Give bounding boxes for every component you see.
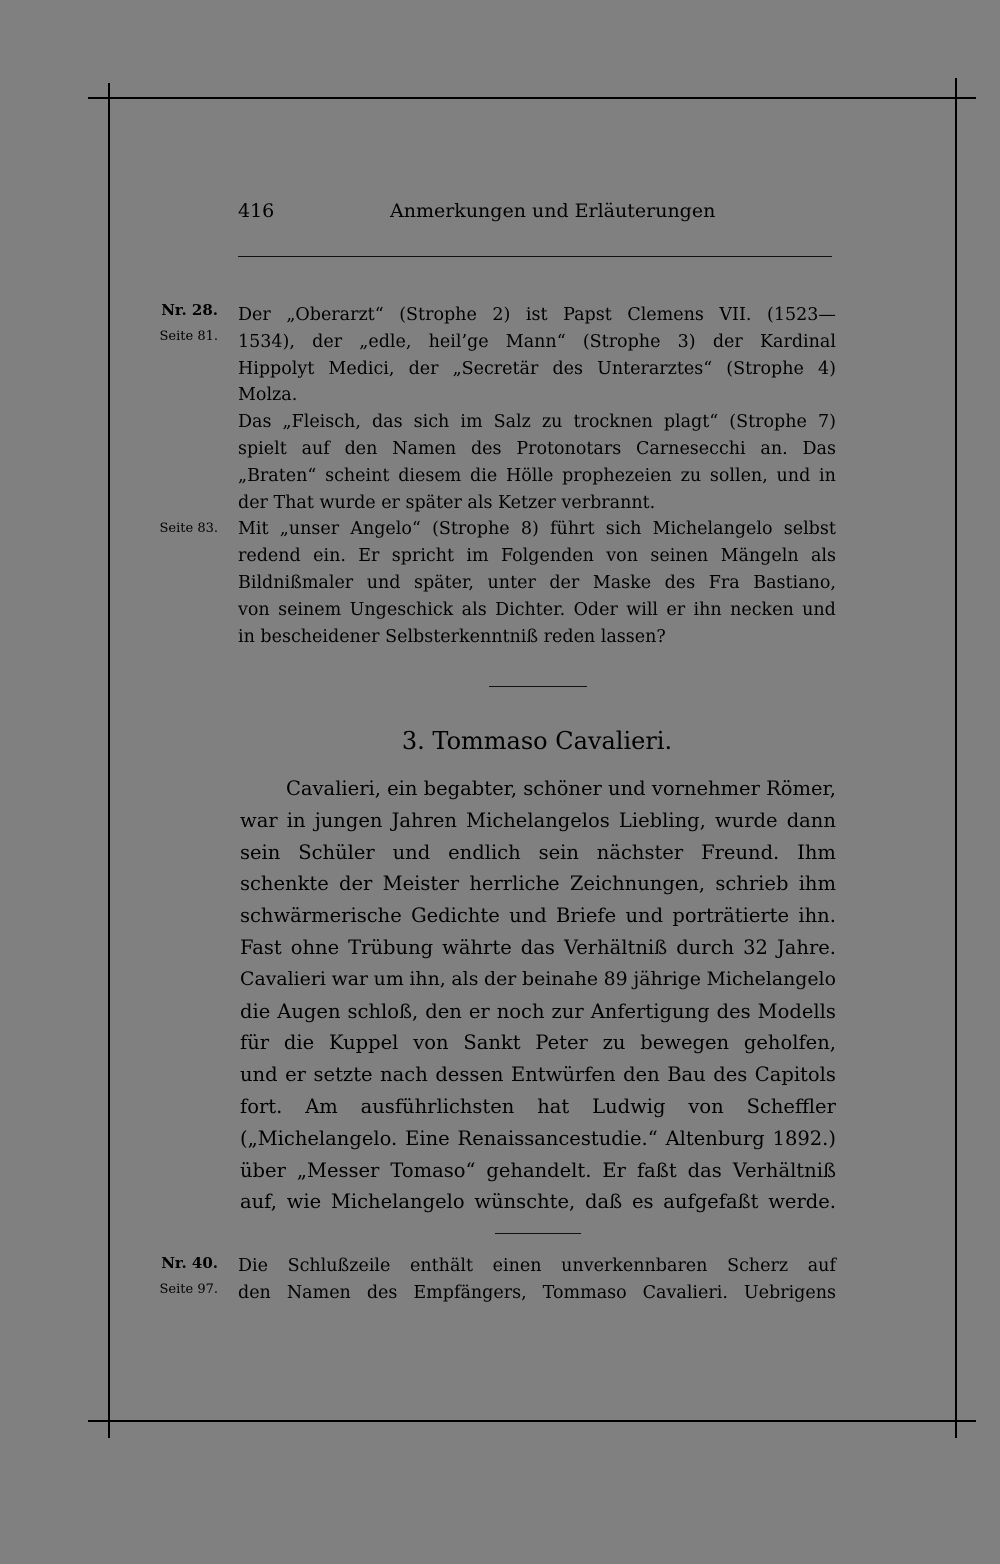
word: für [240, 1031, 270, 1055]
word: (Strophe [399, 305, 477, 325]
word: er [285, 1063, 307, 1087]
word: wie [286, 1190, 322, 1214]
word: Fast [240, 935, 282, 959]
word: Bastiano, [753, 572, 836, 593]
word: Kuppel [328, 1031, 399, 1055]
text-line [238, 597, 836, 624]
section-divider [489, 686, 587, 687]
word: 1892.) [772, 1126, 836, 1150]
word: Meister [382, 872, 460, 896]
word: und [509, 904, 547, 928]
word: bewegen [640, 1031, 730, 1055]
word: VII. [719, 305, 752, 325]
word: der [712, 331, 743, 352]
word: hat [537, 1094, 570, 1118]
word: redend [238, 546, 301, 567]
word: Uebrigens [743, 1282, 836, 1303]
paragraph-line [240, 1091, 836, 1123]
word: das [687, 1158, 722, 1182]
word: und [366, 572, 401, 593]
word: Am [305, 1094, 338, 1118]
word: schloß, [347, 999, 419, 1023]
note-40-number: Nr. 40. [161, 1254, 218, 1272]
word: schrieb [715, 872, 789, 896]
word: sollen, [709, 465, 768, 486]
word: sich [605, 519, 642, 540]
word: schwärmerische [240, 904, 402, 928]
word: er [468, 999, 490, 1023]
page-header [238, 200, 834, 230]
word: scheint [325, 465, 390, 486]
word: noch [496, 999, 545, 1023]
word: schöner [523, 777, 602, 800]
word: Michelangelo [330, 1190, 465, 1214]
word: die [283, 1031, 315, 1055]
paragraph-line [240, 1027, 836, 1059]
text-line: der That wurde er später als Ketzer verbrannt. [238, 492, 656, 513]
word: und [240, 1063, 278, 1087]
text-line [238, 516, 836, 543]
word: sein [538, 840, 579, 864]
text-line: in bescheidener Selbsterkenntniß reden lassen? [238, 626, 666, 647]
paragraph-line [240, 1123, 836, 1155]
word: als [810, 546, 836, 567]
word: Papst [563, 305, 612, 325]
word: sein [240, 840, 281, 864]
word: Capitols [754, 1063, 836, 1087]
paragraph-line [240, 932, 836, 964]
text-line [238, 409, 836, 436]
word: der [339, 872, 373, 896]
word: Namen [392, 438, 457, 459]
word: zu [680, 465, 702, 486]
word: als [451, 967, 479, 990]
word: „Oberarzt“ [286, 305, 384, 325]
word: zu [541, 412, 563, 433]
word: Ludwig [592, 1094, 666, 1118]
word: aufgefaßt [663, 1190, 759, 1214]
word: gehandelt. [486, 1158, 592, 1182]
word: Die [238, 1256, 268, 1276]
word: ihn, [409, 967, 446, 990]
word: Angelo“ [350, 519, 421, 540]
word: Römer, [766, 777, 836, 800]
word: spricht [391, 546, 455, 567]
word: Fra [708, 572, 740, 593]
word: Medici, [328, 358, 395, 379]
word: 2) [492, 305, 511, 325]
word: ausführlichsten [360, 1094, 515, 1118]
paragraph-line [240, 1186, 836, 1218]
word: auf [807, 1256, 836, 1276]
word: des [552, 358, 583, 379]
word: seinen [650, 546, 709, 567]
word: als [461, 599, 487, 620]
text-line [238, 463, 836, 490]
word: „edle, [359, 331, 412, 352]
text-line [238, 302, 836, 329]
text-line [238, 329, 836, 356]
word: der [312, 331, 343, 352]
word: beinahe [521, 967, 599, 990]
word: porträtierte [672, 904, 790, 928]
text-line [238, 543, 836, 570]
word: 89 [603, 967, 628, 990]
word: Tomaso“ [390, 1158, 476, 1182]
word: des [366, 1282, 398, 1303]
word: ist [525, 305, 548, 325]
word: wurde [714, 808, 778, 832]
word: 7) [817, 412, 836, 433]
word: daß [585, 1190, 623, 1214]
word: 4) [817, 358, 836, 379]
word: dessen [435, 1063, 504, 1087]
word: vornehmer [651, 777, 760, 800]
word: unverkennbaren [561, 1256, 708, 1276]
word: ihm [798, 872, 836, 896]
word: Scheffler [746, 1094, 836, 1118]
note-28-text [238, 302, 836, 650]
word: in [819, 465, 836, 486]
word: Protonotars [516, 438, 622, 459]
word: Das [238, 412, 272, 433]
word: Jahren [391, 808, 457, 832]
word: Eine [405, 1126, 450, 1150]
word: Augen [277, 999, 341, 1023]
word: sich [413, 412, 450, 433]
word: Er [358, 546, 380, 567]
word: einen [492, 1256, 542, 1276]
text-line [238, 1253, 836, 1280]
word: von [688, 1094, 724, 1118]
word: des [716, 999, 751, 1023]
crop-line-top [88, 97, 976, 99]
word: spielt [238, 438, 287, 459]
word: Cavalieri, [286, 777, 381, 800]
word: Hölle [505, 465, 554, 486]
word: Gedichte [411, 904, 500, 928]
word: trocknen [573, 412, 653, 433]
word: necken [730, 599, 794, 620]
word: Kardinal [759, 331, 836, 352]
word: Ungeschick [349, 599, 454, 620]
word: Zeichnungen, [569, 872, 706, 896]
word: zu [602, 1031, 626, 1055]
word: ihn [693, 599, 722, 620]
word: Er [602, 1158, 626, 1182]
word: den [425, 999, 462, 1023]
paragraph-line [240, 996, 836, 1028]
word: es [631, 1190, 654, 1214]
word: will [626, 599, 659, 620]
word: der [408, 358, 439, 379]
word: Schlußzeile [287, 1256, 391, 1276]
word: und [608, 777, 646, 800]
word: Salz [493, 412, 531, 433]
word: Hippolyt [238, 358, 315, 379]
word: (Strophe [582, 331, 661, 352]
word: Jahre. [776, 935, 836, 959]
section-body [240, 773, 836, 1218]
word: enthält [410, 1256, 474, 1276]
word: Scherz [727, 1256, 789, 1276]
word: Empfängers, [413, 1282, 527, 1303]
word: auf [301, 438, 330, 459]
word: Peter [535, 1031, 588, 1055]
word: (Strophe [432, 519, 510, 540]
word: Namen [286, 1282, 351, 1303]
word: Cavalieri. [642, 1282, 728, 1303]
word: den [344, 438, 378, 459]
word: und [802, 599, 836, 620]
word: Sankt [463, 1031, 521, 1055]
word: die [240, 999, 271, 1023]
word: wünschte, [474, 1190, 576, 1214]
word: schenkte [240, 872, 329, 896]
text-line: Molza. [238, 385, 298, 406]
word: in [286, 808, 306, 832]
page-number: 416 [238, 200, 275, 222]
word: fort. [240, 1094, 283, 1118]
running-title: Anmerkungen und Erläuterungen [390, 200, 716, 222]
word: Tommaso [542, 1282, 627, 1303]
word: Anfertigung [590, 999, 710, 1023]
word: Dichter. [495, 599, 566, 620]
word: Verhältniß [563, 935, 668, 959]
word: auf, [240, 1190, 277, 1214]
word: 32 [743, 935, 768, 959]
text-line [238, 1280, 836, 1307]
word: den [238, 1282, 271, 1303]
word: Michelangelo [652, 519, 773, 540]
word: Schüler [298, 840, 375, 864]
word: ihn. [798, 904, 836, 928]
word: Oder [573, 599, 618, 620]
word: war [331, 967, 369, 990]
word: an. [760, 438, 788, 459]
word: Der [238, 305, 271, 325]
word: und [392, 840, 431, 864]
note-28-page-ref-2: Seite 83. [159, 521, 218, 536]
word: des [664, 572, 696, 593]
word: und [776, 465, 811, 486]
word: plagt“ [663, 412, 719, 433]
word: der [484, 967, 517, 990]
word: „unser [279, 519, 340, 540]
word: (1523— [767, 305, 836, 325]
section-end-divider [495, 1233, 581, 1234]
note-40-text [238, 1253, 836, 1307]
word: Verhältniß [732, 1158, 836, 1182]
paragraph-line [240, 805, 836, 837]
word: Briefe [556, 904, 617, 928]
paragraph-line [240, 964, 836, 996]
word: (Strophe [726, 358, 804, 379]
paragraph-line [240, 1059, 836, 1091]
word: das [371, 412, 403, 433]
word: von [606, 546, 638, 567]
word: faßt [636, 1158, 677, 1182]
word: geholfen, [743, 1031, 836, 1055]
word: jährige [633, 967, 701, 990]
word: ein [387, 777, 418, 800]
word: seinem [278, 599, 342, 620]
crop-line-left [108, 83, 110, 1438]
paragraph-line [240, 868, 836, 900]
word: des [713, 1063, 748, 1087]
paragraph-line [240, 900, 836, 932]
word: setzte [313, 1063, 373, 1087]
word: währte [442, 935, 512, 959]
word: heil’ge [428, 331, 489, 352]
word: von [238, 599, 270, 620]
word: Folgenden [500, 546, 594, 567]
word: herrliche [469, 872, 560, 896]
word: Cavalieri [240, 967, 326, 990]
word: diesem [398, 465, 462, 486]
word: dann [786, 808, 836, 832]
word: durch [676, 935, 735, 959]
note-28-page-ref: Seite 81. [159, 329, 218, 344]
word: von [413, 1031, 449, 1055]
word: „Messer [296, 1158, 380, 1182]
word: Ihm [797, 840, 836, 864]
word: Liebling, [618, 808, 706, 832]
word: die [470, 465, 498, 486]
word: im [460, 412, 483, 433]
word: unter [487, 572, 536, 593]
word: 8) [520, 519, 539, 540]
text-line [238, 436, 836, 463]
word: 3) [677, 331, 696, 352]
word: um [373, 967, 404, 990]
word: Maske [592, 572, 652, 593]
word: führt [550, 519, 595, 540]
text-line [238, 570, 836, 597]
word: werde. [768, 1190, 836, 1214]
paragraph-line [240, 1155, 836, 1187]
paragraph-line [240, 837, 836, 869]
word: der [549, 572, 580, 593]
crop-line-bottom [88, 1420, 976, 1422]
word: „Braten“ [238, 465, 317, 486]
word: er [666, 599, 686, 620]
word: Renaissancestudie.“ [457, 1126, 658, 1150]
word: im [466, 546, 489, 567]
word: Mit [238, 519, 269, 540]
word: Clemens [627, 305, 704, 325]
paragraph-line [240, 773, 836, 805]
word: Altenburg [665, 1126, 765, 1150]
word: Bau [667, 1063, 706, 1087]
word: (Strophe [729, 412, 807, 433]
word: nächster [596, 840, 684, 864]
word: das [520, 935, 555, 959]
word: Unterarztes“ [597, 358, 713, 379]
word: den [623, 1063, 660, 1087]
text-line [238, 356, 836, 383]
word: Carnesecchi [635, 438, 746, 459]
word: über [240, 1158, 286, 1182]
word: zur [551, 999, 584, 1023]
word: Mann“ [505, 331, 566, 352]
word: ohne [290, 935, 340, 959]
word: Modells [757, 999, 836, 1023]
word: begabter, [423, 777, 518, 800]
word: Bildnißmaler [238, 572, 354, 593]
crop-line-right [955, 78, 957, 1438]
word: Michelangelo [706, 967, 836, 990]
word: prophezeien [562, 465, 672, 486]
word: Entwürfen [511, 1063, 616, 1087]
word: Das [802, 438, 836, 459]
word: 1534), [238, 331, 295, 352]
word: Trübung [348, 935, 434, 959]
word: ein. [313, 546, 346, 567]
word: und [625, 904, 664, 928]
word: jungen [314, 808, 383, 832]
section-title: 3. Tommaso Cavalieri. [401, 727, 673, 755]
word: nach [380, 1063, 428, 1087]
word: „Fleisch, [282, 412, 361, 433]
word: war [240, 808, 278, 832]
word: selbst [783, 519, 836, 540]
word: später, [413, 572, 474, 593]
word: („Michelangelo. [240, 1126, 398, 1150]
word: des [470, 438, 502, 459]
header-rule [238, 256, 832, 257]
note-40-page-ref: Seite 97. [159, 1282, 218, 1297]
word: Michelangelos [466, 808, 610, 832]
word: „Secretär [452, 358, 539, 379]
word: endlich [448, 840, 521, 864]
word: Mängeln [720, 546, 799, 567]
note-28-number: Nr. 28. [161, 301, 218, 319]
word: Freund. [701, 840, 780, 864]
